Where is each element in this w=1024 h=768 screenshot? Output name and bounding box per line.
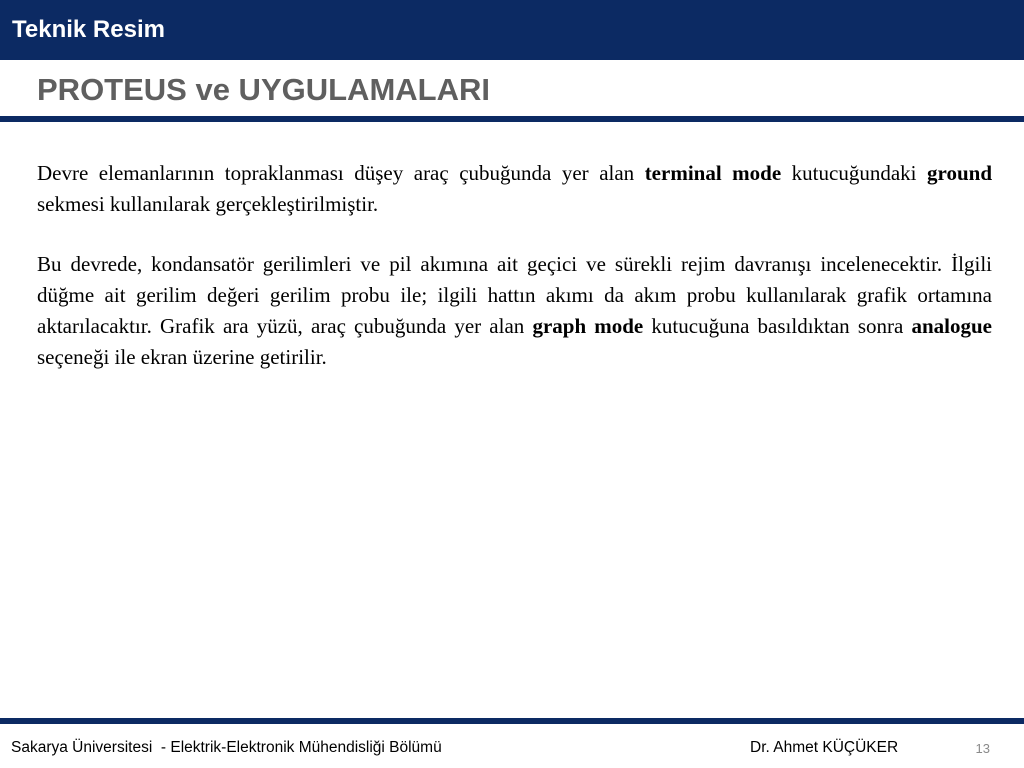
paragraph-grounding [37, 158, 992, 220]
bold-term-ground: ground [927, 161, 992, 185]
bold-term-analogue: analogue [911, 314, 992, 338]
slide-content [37, 158, 992, 402]
slide-title: PROTEUS ve UYGULAMALARI [37, 72, 490, 107]
bold-term-graph-mode: graph mode [532, 314, 644, 338]
title-divider [0, 116, 1024, 122]
paragraph-text: seçeneği ile ekran üzerine getirilir. [37, 345, 327, 369]
header-bar [0, 0, 1024, 60]
footer-divider [0, 718, 1024, 724]
paragraph-graph [37, 249, 992, 373]
paragraph-text: Bu devrede, kondansatör gerilimleri ve pil akımına ait geçici ve sürekli rejim davranışı incelenecektir. İlgili düğme ait gerilim değeri gerilim probu ile; ilgili hattın akımı da akım probu kullanılarak grafik ortamına aktarılacaktır. Grafik ara yüzü, araç çubuğunda yer alan [37, 252, 992, 338]
course-title: Teknik Resim [12, 16, 165, 43]
paragraph-text: Devre elemanlarının topraklanması düşey araç çubuğunda yer alan [37, 161, 645, 185]
paragraph-text: sekmesi kullanılarak gerçekleştirilmiştir. [37, 192, 379, 216]
footer-institution: Sakarya Üniversitesi - Elektrik-Elektronik Mühendisliği Bölümü [11, 739, 442, 756]
paragraph-text: kutucuğuna basıldıktan sonra [643, 314, 912, 338]
footer-author: Dr. Ahmet KÜÇÜKER [750, 739, 899, 756]
paragraph-text: kutucuğundaki [781, 161, 928, 185]
page-number: 13 [975, 741, 990, 756]
bold-term-terminal-mode: terminal mode [644, 161, 782, 185]
